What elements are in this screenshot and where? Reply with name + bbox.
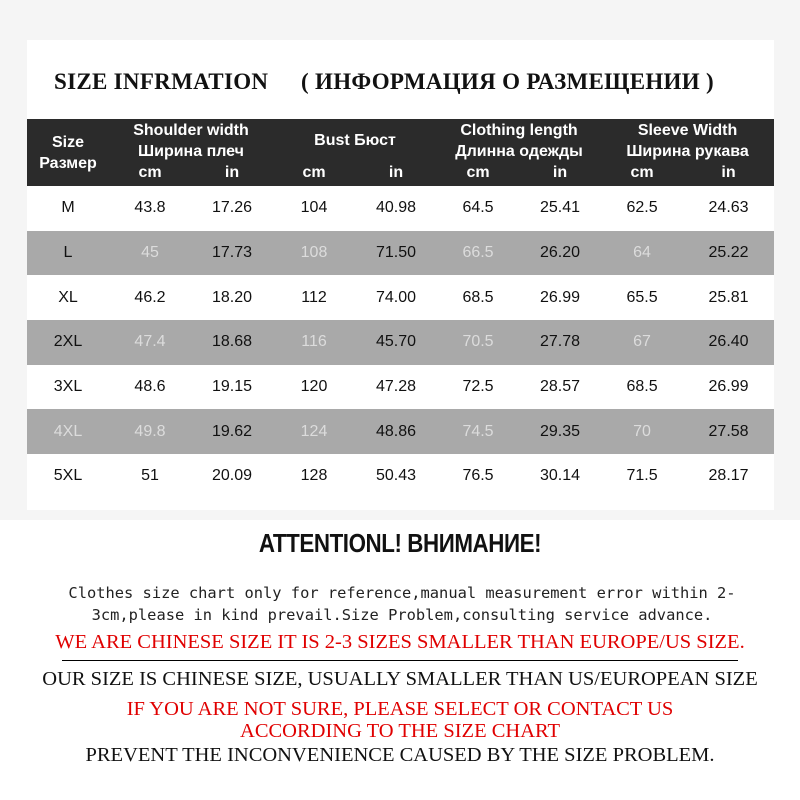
table-cell: 66.5 xyxy=(437,231,519,276)
table-cell: 70 xyxy=(601,409,683,454)
table-cell: 128 xyxy=(273,454,355,499)
table-row xyxy=(27,454,774,499)
note-line-1: Clothes size chart only for reference,manual measurement error within 2- xyxy=(68,584,736,602)
table-cell: 64 xyxy=(601,231,683,276)
header-size xyxy=(27,119,109,186)
table-cell: 18.20 xyxy=(191,275,273,320)
table-cell: 20.09 xyxy=(191,454,273,499)
table-row xyxy=(27,320,774,365)
table-cell: 104 xyxy=(273,186,355,231)
header-size-en: Size xyxy=(51,133,84,151)
table-cell: 48.6 xyxy=(109,365,191,410)
table-cell: 47.4 xyxy=(109,320,191,365)
table-cell: 24.63 xyxy=(683,186,774,231)
inconvenience-line: PREVENT THE INCONVENIENCE CAUSED BY THE SIZE PROBLEM. xyxy=(85,744,715,766)
table-cell: 68.5 xyxy=(437,275,519,320)
size-cell: XL xyxy=(27,275,109,320)
table-cell: 62.5 xyxy=(601,186,683,231)
note-line-2: 3cm,please in kind prevail.Size Problem,consulting service advance. xyxy=(91,606,713,624)
unit-cell: cm xyxy=(437,162,519,186)
attention-heading: ATTENTIONL! ВНИМАНИЕ! xyxy=(258,528,542,558)
size-cell: 2XL xyxy=(27,320,109,365)
table-cell: 74.00 xyxy=(355,275,437,320)
header-row xyxy=(27,119,774,162)
unit-cell: in xyxy=(355,162,437,186)
table-cell: 17.26 xyxy=(191,186,273,231)
table-cell: 64.5 xyxy=(437,186,519,231)
table-cell: 108 xyxy=(273,231,355,276)
table-cell: 49.8 xyxy=(109,409,191,454)
table-cell: 25.22 xyxy=(683,231,774,276)
table-cell: 65.5 xyxy=(601,275,683,320)
table-cell: 50.43 xyxy=(355,454,437,499)
size-cell: M xyxy=(27,186,109,231)
table-cell: 72.5 xyxy=(437,365,519,410)
table-cell: 26.99 xyxy=(519,275,601,320)
table-row xyxy=(27,365,774,410)
table-cell: 120 xyxy=(273,365,355,410)
header-bust xyxy=(273,119,437,162)
table-cell: 74.5 xyxy=(437,409,519,454)
table-cell: 112 xyxy=(273,275,355,320)
header-length-en: Clothing length xyxy=(460,121,578,139)
title-en: SIZE INFRMATION xyxy=(54,69,269,94)
table-cell: 30.14 xyxy=(519,454,601,499)
header-sleeve xyxy=(601,119,774,162)
header-bust-en: Bust Бюст xyxy=(314,132,396,149)
table-cell: 27.78 xyxy=(519,320,601,365)
chinese-size-warning: WE ARE CHINESE SIZE IT IS 2-3 SIZES SMALLER THAN EUROPE/US SIZE. xyxy=(55,631,745,653)
table-cell: 27.58 xyxy=(683,409,774,454)
units-row xyxy=(27,162,774,186)
header-size-ru: Размер xyxy=(39,154,97,172)
size-cell: 4XL xyxy=(27,409,109,454)
contact-line: IF YOU ARE NOT SURE, PLEASE SELECT OR CONTACT US xyxy=(126,698,674,720)
unit-cell: cm xyxy=(109,162,191,186)
unit-cell: in xyxy=(683,162,774,186)
header-sleeve-en: Sleeve Width xyxy=(637,121,738,139)
table-cell: 116 xyxy=(273,320,355,365)
table-cell: 28.17 xyxy=(683,454,774,499)
size-table xyxy=(27,119,774,499)
page-title xyxy=(27,62,774,102)
table-cell: 25.41 xyxy=(519,186,601,231)
table-row xyxy=(27,275,774,320)
unit-cell: in xyxy=(519,162,601,186)
table-cell: 70.5 xyxy=(437,320,519,365)
unit-cell: cm xyxy=(601,162,683,186)
table-cell: 18.68 xyxy=(191,320,273,365)
header-sleeve-ru: Ширина рукава xyxy=(626,142,749,160)
divider xyxy=(62,660,738,661)
size-cell: 5XL xyxy=(27,454,109,499)
reference-note xyxy=(32,582,772,626)
table-cell: 47.28 xyxy=(355,365,437,410)
table-cell: 29.35 xyxy=(519,409,601,454)
header-length xyxy=(437,119,601,162)
table-cell: 25.81 xyxy=(683,275,774,320)
table-cell: 124 xyxy=(273,409,355,454)
table-cell: 67 xyxy=(601,320,683,365)
size-cell: 3XL xyxy=(27,365,109,410)
size-cell: L xyxy=(27,231,109,276)
table-cell: 43.8 xyxy=(109,186,191,231)
table-cell: 19.62 xyxy=(191,409,273,454)
table-cell: 71.50 xyxy=(355,231,437,276)
header-length-ru: Длинна одежды xyxy=(455,142,583,160)
table-cell: 76.5 xyxy=(437,454,519,499)
table-cell: 45.70 xyxy=(355,320,437,365)
unit-cell: in xyxy=(191,162,273,186)
unit-cell: cm xyxy=(273,162,355,186)
table-cell: 26.99 xyxy=(683,365,774,410)
table-row xyxy=(27,409,774,454)
table-cell: 40.98 xyxy=(355,186,437,231)
table-row xyxy=(27,231,774,276)
chinese-size-line: OUR SIZE IS CHINESE SIZE, USUALLY SMALLER THAN US/EUROPEAN SIZE xyxy=(42,668,758,690)
table-cell: 26.40 xyxy=(683,320,774,365)
table-cell: 26.20 xyxy=(519,231,601,276)
table-cell: 51 xyxy=(109,454,191,499)
table-cell: 48.86 xyxy=(355,409,437,454)
table-cell: 19.15 xyxy=(191,365,273,410)
table-cell: 28.57 xyxy=(519,365,601,410)
table-cell: 45 xyxy=(109,231,191,276)
table-cell: 71.5 xyxy=(601,454,683,499)
table-row xyxy=(27,186,774,231)
title-ru: ( ИНФОРМАЦИЯ О РАЗМЕЩЕНИИ ) xyxy=(301,69,714,94)
header-shoulder xyxy=(109,119,273,162)
size-chart-line: ACCORDING TO THE SIZE CHART xyxy=(240,720,560,742)
table-cell: 46.2 xyxy=(109,275,191,320)
header-shoulder-en: Shoulder width xyxy=(133,121,249,139)
table-cell: 17.73 xyxy=(191,231,273,276)
table-cell: 68.5 xyxy=(601,365,683,410)
header-shoulder-ru: Ширина плеч xyxy=(138,142,244,160)
